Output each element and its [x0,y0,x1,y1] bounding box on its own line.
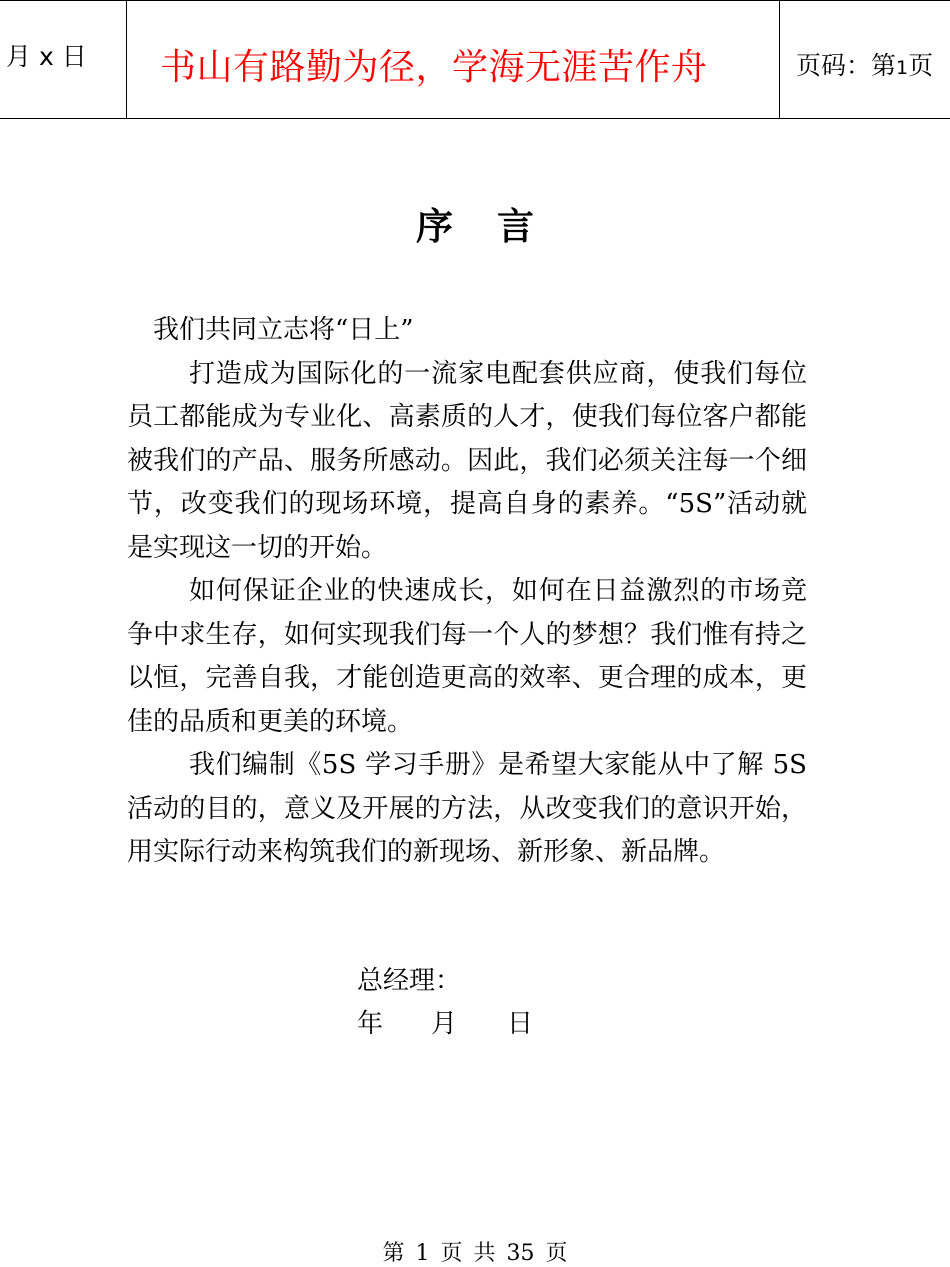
header-date: 月 x 日 [6,42,87,71]
signature-label: 总经理： [357,966,462,996]
footer-suffix: 页 [545,1241,568,1266]
header-page-value: 1 [896,57,909,79]
header-divider [779,1,780,118]
signature-year: 年 [357,1009,384,1039]
page-header [0,0,950,119]
footer-current-page: 1 [415,1241,430,1266]
paragraph: 打造成为国际化的一流家电配套供应商，使我们每位员工都能成为专业化、高素质的人才，使我们每位客户都能被我们的产品、服务所感动。因此，我们必须关注每一个细节，改变我们的现场环境，提高自身的素养。“5S”活动就是实现这一切的开始。 [127,358,807,563]
header-divider [126,1,127,118]
page-footer [0,1236,950,1267]
header-page-label: 页码：第 [796,51,897,80]
signature-day: 日 [507,1009,534,1039]
signature-month: 月 [431,1009,458,1039]
header-motto: 书山有路勤为径，学海无涯苦作舟 [160,47,708,88]
preface-body [127,309,807,875]
paragraph: 我们编制《5S 学习手册》是希望大家能从中了解 5S 活动的目的，意义及开展的方法，从改变我们的意识开始，用实际行动来构筑我们的新现场、新形象、新品牌。 [127,750,807,867]
signature-block [357,960,533,1046]
header-page-number [796,46,933,82]
footer-prefix: 第 [382,1241,405,1266]
intro-line: 我们共同立志将“日上” [153,315,414,345]
header-page-suffix: 页 [908,51,934,80]
footer-middle: 页 共 [440,1241,496,1266]
footer-total-pages: 35 [506,1241,535,1266]
paragraph: 如何保证企业的快速成长，如何在日益激烈的市场竞争中求生存，如何实现我们每一个人的梦想？我们惟有持之以恒，完善自我，才能创造更高的效率、更合理的成本，更佳的品质和更美的环境。 [127,576,807,737]
signature-date [357,1003,533,1046]
preface-title: 序言 [416,205,578,248]
